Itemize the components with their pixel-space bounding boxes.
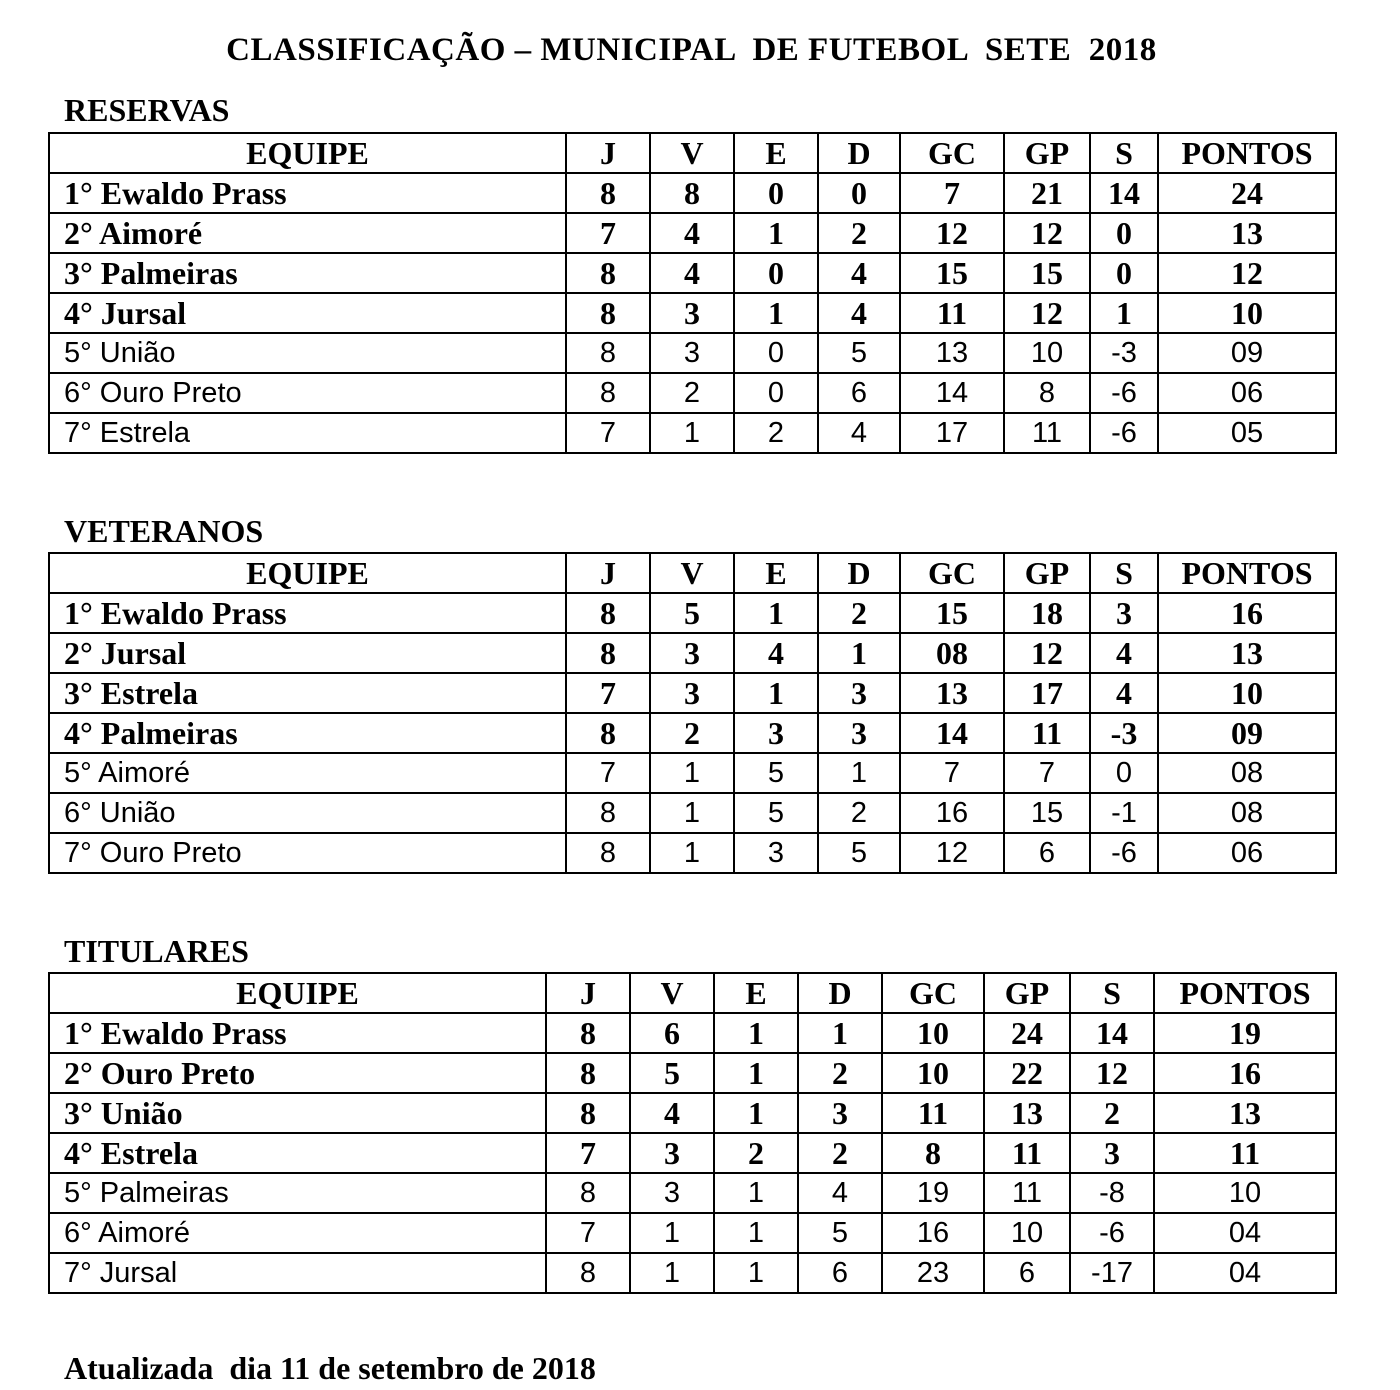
cell-goals-against: 8	[882, 1133, 984, 1173]
cell-goals-against: 13	[900, 673, 1004, 713]
cell-goal-balance: -1	[1090, 793, 1158, 833]
column-header-losses: D	[798, 973, 882, 1013]
page-title: CLASSIFICAÇÃO – MUNICIPAL DE FUTEBOL SETE 2018	[226, 32, 1157, 69]
cell-losses: 4	[818, 413, 900, 453]
cell-wins: 8	[650, 173, 734, 213]
cell-team: 2° Aimoré	[49, 213, 566, 253]
cell-goal-balance: 0	[1090, 213, 1158, 253]
cell-losses: 1	[818, 633, 900, 673]
cell-draws: 0	[734, 373, 818, 413]
cell-points: 13	[1158, 633, 1336, 673]
cell-points: 11	[1154, 1133, 1336, 1173]
cell-losses: 1	[818, 753, 900, 793]
cell-wins: 1	[650, 413, 734, 453]
cell-games: 8	[546, 1253, 630, 1293]
column-header-goals-for: GP	[1004, 133, 1090, 173]
cell-points: 16	[1154, 1053, 1336, 1093]
cell-goals-for: 8	[1004, 373, 1090, 413]
cell-goal-balance: 4	[1090, 673, 1158, 713]
column-header-losses: D	[818, 553, 900, 593]
cell-goal-balance: 3	[1090, 593, 1158, 633]
cell-wins: 6	[630, 1013, 714, 1053]
column-header-games: J	[566, 553, 650, 593]
cell-losses: 2	[798, 1053, 882, 1093]
cell-wins: 3	[650, 293, 734, 333]
standings-table-veteranos	[48, 552, 1337, 874]
cell-games: 8	[566, 293, 650, 333]
cell-points: 10	[1158, 673, 1336, 713]
cell-goal-balance: 12	[1070, 1053, 1154, 1093]
cell-losses: 5	[798, 1213, 882, 1253]
cell-games: 8	[566, 833, 650, 873]
cell-points: 19	[1154, 1013, 1336, 1053]
cell-draws: 1	[714, 1093, 798, 1133]
cell-goals-against: 11	[900, 293, 1004, 333]
table-row	[49, 1013, 1336, 1053]
column-header-wins: V	[650, 553, 734, 593]
column-header-goals-against: GC	[882, 973, 984, 1013]
cell-wins: 4	[650, 213, 734, 253]
cell-draws: 3	[734, 713, 818, 753]
cell-goals-for: 13	[984, 1093, 1070, 1133]
column-header-draws: E	[714, 973, 798, 1013]
column-header-goals-against: GC	[900, 133, 1004, 173]
cell-points: 05	[1158, 413, 1336, 453]
column-header-draws: E	[734, 553, 818, 593]
standings-table-reservas	[48, 132, 1337, 454]
cell-goals-against: 10	[882, 1053, 984, 1093]
cell-goals-for: 17	[1004, 673, 1090, 713]
cell-draws: 0	[734, 253, 818, 293]
cell-wins: 1	[650, 753, 734, 793]
table-row	[49, 1253, 1336, 1293]
cell-team: 6° Aimoré	[49, 1213, 546, 1253]
cell-games: 7	[546, 1213, 630, 1253]
cell-games: 8	[566, 253, 650, 293]
cell-points: 09	[1158, 713, 1336, 753]
cell-losses: 1	[798, 1013, 882, 1053]
cell-points: 16	[1158, 593, 1336, 633]
cell-draws: 5	[734, 753, 818, 793]
cell-goals-for: 11	[1004, 713, 1090, 753]
cell-points: 13	[1154, 1093, 1336, 1133]
cell-points: 06	[1158, 833, 1336, 873]
cell-draws: 1	[734, 673, 818, 713]
cell-draws: 1	[714, 1173, 798, 1213]
cell-games: 8	[546, 1013, 630, 1053]
cell-wins: 1	[650, 793, 734, 833]
cell-draws: 2	[714, 1133, 798, 1173]
cell-draws: 3	[734, 833, 818, 873]
cell-games: 8	[566, 633, 650, 673]
column-header-goals-against: GC	[900, 553, 1004, 593]
table-row	[49, 293, 1336, 333]
cell-goals-for: 11	[984, 1133, 1070, 1173]
cell-games: 8	[566, 373, 650, 413]
table-row	[49, 373, 1336, 413]
cell-goals-against: 12	[900, 833, 1004, 873]
column-header-goals-for: GP	[1004, 553, 1090, 593]
cell-wins: 3	[650, 333, 734, 373]
table-row	[49, 1093, 1336, 1133]
cell-team: 1° Ewaldo Prass	[49, 593, 566, 633]
cell-goals-against: 15	[900, 253, 1004, 293]
cell-team: 4° Palmeiras	[49, 713, 566, 753]
cell-goals-against: 15	[900, 593, 1004, 633]
column-header-games: J	[546, 973, 630, 1013]
cell-goal-balance: 0	[1090, 253, 1158, 293]
cell-losses: 3	[818, 673, 900, 713]
cell-goals-for: 10	[1004, 333, 1090, 373]
cell-goal-balance: -6	[1070, 1213, 1154, 1253]
cell-points: 09	[1158, 333, 1336, 373]
cell-wins: 5	[650, 593, 734, 633]
column-header-team: EQUIPE	[49, 133, 566, 173]
update-note: Atualizada dia 11 de setembro de 2018	[64, 1350, 596, 1386]
cell-wins: 3	[630, 1133, 714, 1173]
column-header-team: EQUIPE	[49, 553, 566, 593]
cell-draws: 0	[734, 173, 818, 213]
cell-team: 5° Palmeiras	[49, 1173, 546, 1213]
cell-goals-against: 14	[900, 713, 1004, 753]
cell-draws: 1	[734, 593, 818, 633]
cell-team: 3° União	[49, 1093, 546, 1133]
column-header-team: EQUIPE	[49, 973, 546, 1013]
cell-goals-for: 6	[1004, 833, 1090, 873]
cell-points: 13	[1158, 213, 1336, 253]
cell-wins: 3	[650, 673, 734, 713]
section-title-veteranos: VETERANOS	[64, 513, 264, 549]
cell-goal-balance: -6	[1090, 373, 1158, 413]
cell-points: 12	[1158, 253, 1336, 293]
cell-goals-for: 15	[1004, 253, 1090, 293]
cell-points: 24	[1158, 173, 1336, 213]
cell-wins: 4	[630, 1093, 714, 1133]
cell-losses: 6	[818, 373, 900, 413]
column-header-goal-balance: S	[1090, 133, 1158, 173]
cell-games: 8	[566, 173, 650, 213]
table-row	[49, 1213, 1336, 1253]
cell-draws: 1	[714, 1053, 798, 1093]
cell-games: 8	[546, 1173, 630, 1213]
cell-goal-balance: -8	[1070, 1173, 1154, 1213]
cell-games: 7	[566, 213, 650, 253]
cell-goals-against: 10	[882, 1013, 984, 1053]
cell-wins: 3	[650, 633, 734, 673]
table-row	[49, 413, 1336, 453]
column-header-wins: V	[650, 133, 734, 173]
cell-losses: 3	[818, 713, 900, 753]
cell-points: 10	[1154, 1173, 1336, 1213]
cell-games: 8	[566, 713, 650, 753]
cell-draws: 1	[714, 1253, 798, 1293]
cell-goals-for: 6	[984, 1253, 1070, 1293]
cell-points: 04	[1154, 1253, 1336, 1293]
cell-losses: 5	[818, 333, 900, 373]
cell-goals-for: 12	[1004, 633, 1090, 673]
column-header-games: J	[566, 133, 650, 173]
cell-wins: 2	[650, 373, 734, 413]
cell-goal-balance: -3	[1090, 713, 1158, 753]
cell-goal-balance: 0	[1090, 753, 1158, 793]
cell-losses: 0	[818, 173, 900, 213]
cell-wins: 1	[650, 833, 734, 873]
cell-losses: 2	[818, 593, 900, 633]
column-header-points: PONTOS	[1154, 973, 1336, 1013]
cell-goals-for: 12	[1004, 213, 1090, 253]
table-row	[49, 253, 1336, 293]
section-title-reservas: RESERVAS	[64, 92, 230, 128]
table-header-row	[49, 133, 1336, 173]
table-row	[49, 173, 1336, 213]
cell-goal-balance: 3	[1070, 1133, 1154, 1173]
cell-losses: 5	[818, 833, 900, 873]
cell-goals-against: 7	[900, 753, 1004, 793]
cell-team: 4° Estrela	[49, 1133, 546, 1173]
column-header-points: PONTOS	[1158, 133, 1336, 173]
cell-team: 2° Ouro Preto	[49, 1053, 546, 1093]
cell-wins: 1	[630, 1213, 714, 1253]
cell-games: 7	[566, 753, 650, 793]
section-title-titulares: TITULARES	[64, 933, 249, 969]
table-row	[49, 633, 1336, 673]
cell-games: 8	[566, 593, 650, 633]
cell-games: 8	[566, 333, 650, 373]
cell-team: 1° Ewaldo Prass	[49, 1013, 546, 1053]
cell-wins: 5	[630, 1053, 714, 1093]
cell-goals-against: 16	[900, 793, 1004, 833]
cell-draws: 1	[714, 1213, 798, 1253]
cell-games: 7	[566, 673, 650, 713]
cell-goals-against: 12	[900, 213, 1004, 253]
cell-goals-against: 19	[882, 1173, 984, 1213]
column-header-wins: V	[630, 973, 714, 1013]
cell-games: 8	[546, 1053, 630, 1093]
cell-goal-balance: -6	[1090, 413, 1158, 453]
cell-goals-against: 16	[882, 1213, 984, 1253]
cell-goals-against: 08	[900, 633, 1004, 673]
cell-goals-for: 11	[984, 1173, 1070, 1213]
cell-goal-balance: -17	[1070, 1253, 1154, 1293]
cell-goal-balance: 14	[1070, 1013, 1154, 1053]
table-row	[49, 833, 1336, 873]
cell-team: 5° Aimoré	[49, 753, 566, 793]
column-header-losses: D	[818, 133, 900, 173]
cell-team: 7° Estrela	[49, 413, 566, 453]
cell-goal-balance: 14	[1090, 173, 1158, 213]
cell-team: 7° Ouro Preto	[49, 833, 566, 873]
cell-goal-balance: -3	[1090, 333, 1158, 373]
cell-draws: 2	[734, 413, 818, 453]
cell-games: 7	[546, 1133, 630, 1173]
cell-draws: 1	[734, 293, 818, 333]
cell-goals-against: 11	[882, 1093, 984, 1133]
cell-wins: 1	[630, 1253, 714, 1293]
cell-points: 10	[1158, 293, 1336, 333]
table-header-row	[49, 553, 1336, 593]
cell-team: 2° Jursal	[49, 633, 566, 673]
cell-goals-for: 18	[1004, 593, 1090, 633]
cell-team: 4° Jursal	[49, 293, 566, 333]
table-row	[49, 593, 1336, 633]
cell-team: 6° União	[49, 793, 566, 833]
cell-team: 3° Estrela	[49, 673, 566, 713]
cell-draws: 4	[734, 633, 818, 673]
cell-goals-for: 15	[1004, 793, 1090, 833]
cell-goals-against: 17	[900, 413, 1004, 453]
table-row	[49, 1173, 1336, 1213]
cell-losses: 2	[818, 213, 900, 253]
cell-team: 1° Ewaldo Prass	[49, 173, 566, 213]
cell-losses: 4	[818, 253, 900, 293]
cell-points: 04	[1154, 1213, 1336, 1253]
table-row	[49, 673, 1336, 713]
cell-goals-for: 22	[984, 1053, 1070, 1093]
cell-losses: 2	[818, 793, 900, 833]
cell-points: 08	[1158, 753, 1336, 793]
cell-losses: 3	[798, 1093, 882, 1133]
cell-goals-against: 14	[900, 373, 1004, 413]
cell-goal-balance: 2	[1070, 1093, 1154, 1133]
table-row	[49, 713, 1336, 753]
column-header-points: PONTOS	[1158, 553, 1336, 593]
table-row	[49, 753, 1336, 793]
column-header-goals-for: GP	[984, 973, 1070, 1013]
table-row	[49, 1053, 1336, 1093]
cell-wins: 3	[630, 1173, 714, 1213]
cell-points: 08	[1158, 793, 1336, 833]
table-row	[49, 333, 1336, 373]
cell-goals-against: 7	[900, 173, 1004, 213]
cell-draws: 1	[734, 213, 818, 253]
cell-goal-balance: 1	[1090, 293, 1158, 333]
cell-goals-for: 12	[1004, 293, 1090, 333]
cell-team: 7° Jursal	[49, 1253, 546, 1293]
table-header-row	[49, 973, 1336, 1013]
cell-goals-for: 11	[1004, 413, 1090, 453]
cell-games: 8	[546, 1093, 630, 1133]
cell-losses: 4	[818, 293, 900, 333]
cell-goals-for: 10	[984, 1213, 1070, 1253]
cell-draws: 0	[734, 333, 818, 373]
cell-goal-balance: 4	[1090, 633, 1158, 673]
column-header-goal-balance: S	[1070, 973, 1154, 1013]
cell-wins: 4	[650, 253, 734, 293]
column-header-draws: E	[734, 133, 818, 173]
cell-goals-for: 24	[984, 1013, 1070, 1053]
cell-team: 6° Ouro Preto	[49, 373, 566, 413]
cell-games: 7	[566, 413, 650, 453]
cell-goals-against: 23	[882, 1253, 984, 1293]
table-row	[49, 1133, 1336, 1173]
cell-games: 8	[566, 793, 650, 833]
cell-draws: 1	[714, 1013, 798, 1053]
standings-table-titulares	[48, 972, 1337, 1294]
cell-goal-balance: -6	[1090, 833, 1158, 873]
cell-goals-for: 21	[1004, 173, 1090, 213]
cell-wins: 2	[650, 713, 734, 753]
cell-team: 3° Palmeiras	[49, 253, 566, 293]
cell-points: 06	[1158, 373, 1336, 413]
cell-losses: 4	[798, 1173, 882, 1213]
cell-goals-for: 7	[1004, 753, 1090, 793]
cell-losses: 6	[798, 1253, 882, 1293]
column-header-goal-balance: S	[1090, 553, 1158, 593]
cell-draws: 5	[734, 793, 818, 833]
cell-team: 5° União	[49, 333, 566, 373]
table-row	[49, 213, 1336, 253]
cell-goals-against: 13	[900, 333, 1004, 373]
table-row	[49, 793, 1336, 833]
cell-losses: 2	[798, 1133, 882, 1173]
